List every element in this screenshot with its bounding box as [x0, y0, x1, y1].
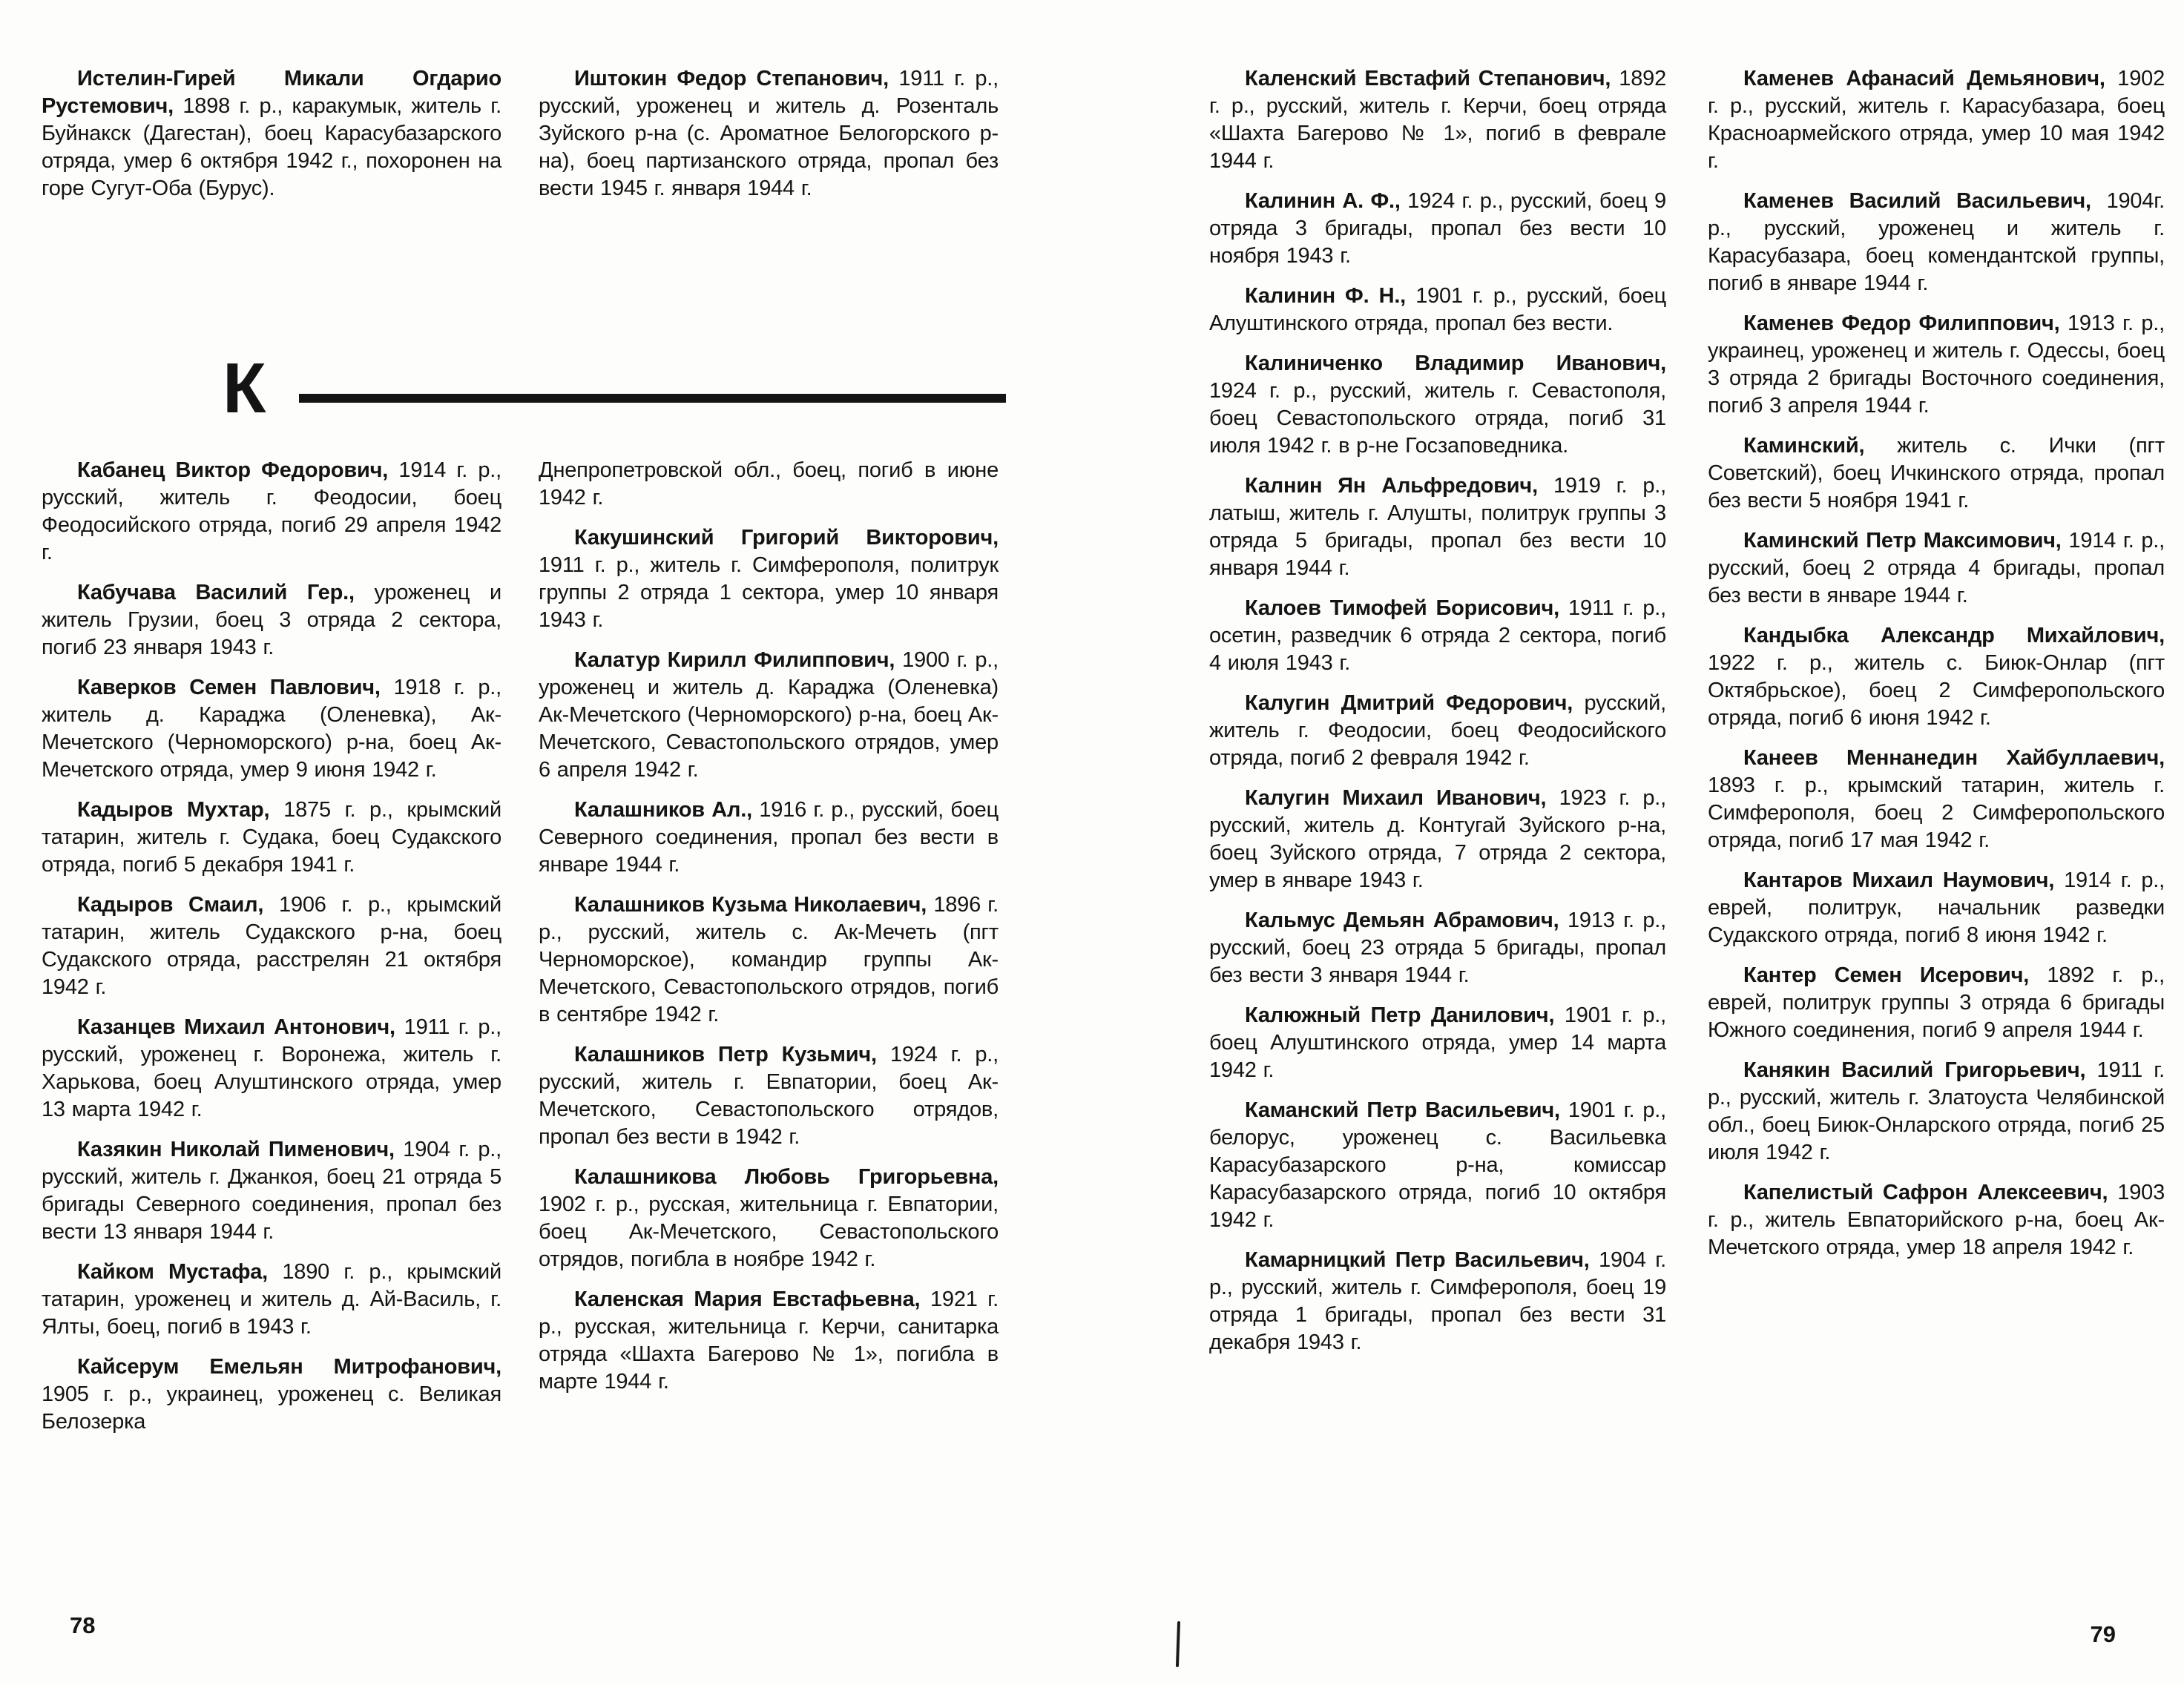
section-letter: К	[223, 349, 266, 428]
entry-person-name: Калашников Ал.,	[574, 798, 760, 822]
entry: Каменев Федор Филиппович, 1913 г. р., украинец, уроженец и житель г. Одессы, боец 3 отряда 2 бригады Восточного соединения, погиб 3 апреля 1944 г.	[1708, 311, 2165, 418]
entry: Калиниченко Владимир Иванович, 1924 г. р., русский, житель г. Севастополя, боец Севастопольского отряда, погиб 31 июля 1942 г. в р-не Госзаповедника.	[1209, 352, 1666, 458]
entry-person-name: Каменев Федор Филиппович,	[1743, 311, 2068, 335]
entry: Кадыров Мухтар, 1875 г. р., крымский татарин, житель г. Судака, боец Судакского отряда, погиб 5 декабря 1941 г.	[42, 798, 501, 877]
entry-person-name: Камарницкий Петр Васильевич,	[1245, 1248, 1599, 1272]
entry-person-name: Каменев Афанасий Демьянович,	[1743, 67, 2118, 90]
entry-person-name: Казанцев Михаил Антонович,	[77, 1015, 404, 1039]
entry-person-name: Кантер Семен Исерович,	[1743, 963, 2048, 987]
entry: Калугин Дмитрий Федорович, русский, житель г. Феодосии, боец Феодосийского отряда, погиб 2 февраля 1942 г.	[1209, 691, 1666, 770]
previous-letter-section	[0, 0, 1092, 311]
entry: Казякин Николай Пименович, 1904 г. р., русский, житель г. Джанкоя, боец 21 отряда 5 бригады Северного соединения, пропал без вести 13 января 1944 г.	[42, 1138, 501, 1244]
entry-person-name: Кабучава Василий Гер.,	[77, 581, 375, 604]
entry-person-name: Калоев Тимофей Борисович,	[1245, 596, 1569, 620]
entry: Канеев Меннанедин Хайбуллаевич, 1893 г. р., крымский татарин, житель г. Симферополя, боец 2 Симферопольского отряда, погиб 17 мая 1942 г.	[1708, 746, 2165, 852]
column	[1708, 65, 2165, 1369]
entry: Каменев Афанасий Демьянович, 1902 г. р., русский, житель г. Карасубазара, боец Красноармейского отряда, умер 10 мая 1942 г.	[1708, 67, 2165, 173]
entry-person-name: Кайком Мустафа,	[77, 1260, 283, 1284]
entry-person-name: Калинин Ф. Н.,	[1245, 284, 1416, 308]
entry-person-name: Калугин Михаил Иванович,	[1245, 786, 1559, 810]
entry-person-name: Кайсерум Емельян Митрофанович,	[77, 1355, 501, 1379]
page-number-right: 79	[2090, 1621, 2116, 1647]
column	[539, 457, 999, 1448]
section-rule	[299, 394, 1006, 403]
entry: Кабучава Василий Гер., уроженец и житель Грузии, боец 3 отряда 2 сектора, погиб 23 января 1943 г.	[42, 581, 501, 659]
entry-person-name: Канеев Меннанедин Хайбуллаевич,	[1743, 746, 2165, 770]
entry-person-name: Каленская Мария Евстафьевна,	[574, 1287, 930, 1311]
entry: Кадыров Смаил, 1906 г. р., крымский татарин, житель Судакского р-на, боец Судакского отряда, расстрелян 21 октября 1942 г.	[42, 893, 501, 999]
entry: Калоев Тимофей Борисович, 1911 г. р., осетин, разведчик 6 отряда 2 сектора, погиб 4 июля 1943 г.	[1209, 596, 1666, 675]
entry-continuation: Днепропетровской обл., боец, погиб в июне 1942 г.	[539, 458, 999, 510]
entry: Калюжный Петр Данилович, 1901 г. р., боец Алуштинского отряда, умер 14 марта 1942 г.	[1209, 1003, 1667, 1082]
column	[539, 65, 999, 311]
entry-person-name: Калашников Кузьма Николаевич,	[574, 893, 934, 917]
page-79	[1092, 0, 2184, 1685]
section-header-k	[223, 349, 1006, 428]
entry-person-name: Каленский Евстафий Степанович,	[1245, 67, 1619, 90]
entry-person-name: Калашникова Любовь Григорьевна,	[574, 1165, 999, 1189]
entry-person-name: Каманский Петр Васильевич,	[1245, 1098, 1568, 1122]
entry-person-name: Канякин Василий Григорьевич,	[1743, 1058, 2097, 1082]
entry: Каверков Семен Павлович, 1918 г. р., житель д. Караджа (Оленевка), Ак-Мечетского (Черноморского) р-на, боец Ак-Мечетского отряда, умер 9 июня 1942 г.	[42, 676, 501, 782]
entry-person-name: Казякин Николай Пименович,	[77, 1138, 404, 1161]
entry: Кайком Мустафа, 1890 г. р., крымский татарин, уроженец и житель д. Ай-Василь, г. Ялты, боец, погиб в 1943 г.	[42, 1260, 501, 1339]
entry: Капелистый Сафрон Алексеевич, 1903 г. р., житель Евпаторийского р-на, боец Ак-Мечетского отряда, умер 18 апреля 1942 г.	[1708, 1181, 2165, 1259]
entry: Кантаров Михаил Наумович, 1914 г. р., еврей, политрук, начальник разведки Судакского отряда, погиб 8 июня 1942 г.	[1708, 868, 2165, 947]
column	[42, 457, 501, 1448]
entry-person-name: Истелин-Гирей Микали Огдарио Рустемович,	[42, 67, 501, 118]
entry-person-name: Кадыров Смаил,	[77, 893, 280, 917]
entry: Истелин-Гирей Микали Огдарио Рустемович, 1898 г. р., каракумык, житель г. Буйнакск (Дагестан), боец Карасубазарского отряда, умер 6 октября 1942 г., похоронен на горе Сугут-Оба (Бурус).	[42, 67, 501, 200]
entry-person-name: Кантаров Михаил Наумович,	[1743, 868, 2065, 892]
column	[1209, 65, 1666, 1369]
entry: Каминский, житель с. Ички (пгт Советский), боец Ичкинского отряда, пропал без вести 5 ноября 1941 г.	[1708, 434, 2165, 512]
entry: Калашников Петр Кузьмич, 1924 г. р., русский, житель г. Евпатории, боец Ак-Мечетского, Севастопольского отрядов, пропал без вести в 1942 г.	[539, 1043, 999, 1149]
entry: Каленская Мария Евстафьевна, 1921 г. р., русская, жительница г. Керчи, санитарка отряда «Шахта Багерово № 1», погибла в марте 1944 г.	[539, 1287, 999, 1394]
entry-person-name: Кальмус Демьян Абрамович,	[1245, 909, 1568, 932]
entry-person-name: Кандыбка Александр Михайлович,	[1743, 624, 2165, 647]
entry-person-name: Иштокин Федор Степанович,	[574, 67, 899, 90]
entry: Калнин Ян Альфредович, 1919 г. р., латыш, житель г. Алушты, политрук группы 3 отряда 5 бригады, пропал без вести 10 января 1944 г.	[1209, 474, 1667, 580]
entry-person-name: Кадыров Мухтар,	[77, 798, 284, 822]
entry: Калинин А. Ф., 1924 г. р., русский, боец 9 отряда 3 бригады, пропал без вести 10 ноября 1943 г.	[1209, 189, 1666, 268]
entry-person-name: Кабанец Виктор Федорович,	[77, 458, 399, 482]
entry: Кальмус Демьян Абрамович, 1913 г. р., русский, боец 23 отряда 5 бригады, пропал без вести 3 января 1944 г.	[1209, 909, 1667, 987]
entry-person-name: Калиниченко Владимир Иванович,	[1245, 352, 1666, 375]
entry-person-name: Калинин А. Ф.,	[1245, 189, 1408, 213]
entry: Калатур Кирилл Филиппович, 1900 г. р., уроженец и житель д. Караджа (Оленевка) Ак-Мечетского (Черноморского) р-на, боец Ак-Мечетского, Севастопольского отрядов, умер 6 апреля 1942 г.	[539, 648, 999, 782]
entry-person-name: Калатур Кирилл Филиппович,	[574, 648, 903, 672]
entry: Каманский Петр Васильевич, 1901 г. р., белорус, уроженец с. Васильевка Карасубазарского р-на, комиссар Карасубазарского отряда, погиб 10 октября 1942 г.	[1209, 1098, 1667, 1232]
entries-section	[1092, 0, 2184, 1369]
entry: Калугин Михаил Иванович, 1923 г. р., русский, житель д. Контугай Зуйского р-на, боец Зуйского отряда, 7 отряда 2 сектора, умер в январе 1943 г.	[1209, 786, 1666, 892]
entry: Какушинский Григорий Викторович, 1911 г. р., житель г. Симферополя, политрук группы 2 отряда 1 сектора, умер 10 января 1943 г.	[539, 526, 999, 632]
entry: Кайсерум Емельян Митрофанович, 1905 г. р., украинец, уроженец с. Великая Белозерка	[42, 1355, 501, 1434]
page-number-left: 78	[70, 1612, 96, 1638]
entry: Кандыбка Александр Михайлович, 1922 г. р., житель с. Биюк-Онлар (пгт Октябрьское), боец 2 Симферопольского отряда, погиб 6 июня 1942 г.	[1708, 624, 2165, 730]
entry-person-name: Каминский Петр Максимович,	[1743, 529, 2069, 553]
entry: Каленский Евстафий Степанович, 1892 г. р., русский, житель г. Керчи, боец отряда «Шахта Багерово № 1», погиб в феврале 1944 г.	[1209, 67, 1666, 173]
entry-person-name: Калнин Ян Альфредович,	[1245, 474, 1553, 498]
entry: Иштокин Федор Степанович, 1911 г. р., русский, уроженец и житель д. Розенталь Зуйского р-на (с. Ароматное Белогорского р-на), боец партизанского отряда, пропал без вести 1945 г. января 1944 г.	[539, 67, 999, 200]
column	[42, 65, 501, 311]
entry-person-name: Какушинский Григорий Викторович,	[574, 526, 999, 550]
entry-person-name: Каминский,	[1743, 434, 1898, 458]
entry: Кабанец Виктор Федорович, 1914 г. р., русский, житель г. Феодосии, боец Феодосийского отряда, погиб 29 апреля 1942 г.	[42, 458, 502, 564]
entry: Каменев Василий Васильевич, 1904г. р., русский, уроженец и житель г. Карасубазара, боец комендантской группы, погиб в январе 1944 г.	[1708, 189, 2165, 295]
entry-person-name: Каверков Семен Павлович,	[77, 676, 394, 699]
entries-section	[0, 424, 1092, 1448]
entry-person-name: Калашников Петр Кузьмич,	[574, 1043, 890, 1066]
entry: Калашников Кузьма Николаевич, 1896 г. р., русский, житель с. Ак-Мечеть (пгт Черноморское), командир группы Ак-Мечетского, Севастопольского отрядов, погиб в сентябре 1942 г.	[539, 893, 999, 1026]
entry-person-name: Каменев Василий Васильевич,	[1743, 189, 2107, 213]
entry-person-name: Капелистый Сафрон Алексеевич,	[1743, 1181, 2118, 1204]
entry-person-name: Калюжный Петр Данилович,	[1245, 1003, 1565, 1027]
entry: Каминский Петр Максимович, 1914 г. р., русский, боец 2 отряда 4 бригады, пропал без вести в январе 1944 г.	[1708, 529, 2165, 607]
entry: Калинин Ф. Н., 1901 г. р., русский, боец Алуштинского отряда, пропал без вести.	[1209, 284, 1666, 335]
entry: Калашников Ал., 1916 г. р., русский, боец Северного соединения, пропал без вести в январе 1944 г.	[539, 798, 999, 877]
entry: Кантер Семен Исерович, 1892 г. р., еврей, политрук группы 3 отряда 6 бригады Южного соединения, погиб 9 апреля 1944 г.	[1708, 963, 2165, 1042]
entry: Калашникова Любовь Григорьевна, 1902 г. р., русская, жительница г. Евпатории, боец Ак-Мечетского, Севастопольского отрядов, погибла в ноябре 1942 г.	[539, 1165, 999, 1271]
entry-person-name: Калугин Дмитрий Федорович,	[1245, 691, 1585, 715]
entry: Камарницкий Петр Васильевич, 1904 г. р., русский, житель г. Симферополя, боец 19 отряда 1 бригады, пропал без вести 31 декабря 1943 г.	[1209, 1248, 1666, 1354]
entry: Казанцев Михаил Антонович, 1911 г. р., русский, уроженец г. Воронежа, житель г. Харькова, боец Алуштинского отряда, умер 13 марта 1942 г.	[42, 1015, 501, 1121]
entry: Канякин Василий Григорьевич, 1911 г. р., русский, житель г. Златоуста Челябинской обл., боец Биюк-Онларского отряда, погиб 25 июля 1942 г.	[1708, 1058, 2165, 1164]
